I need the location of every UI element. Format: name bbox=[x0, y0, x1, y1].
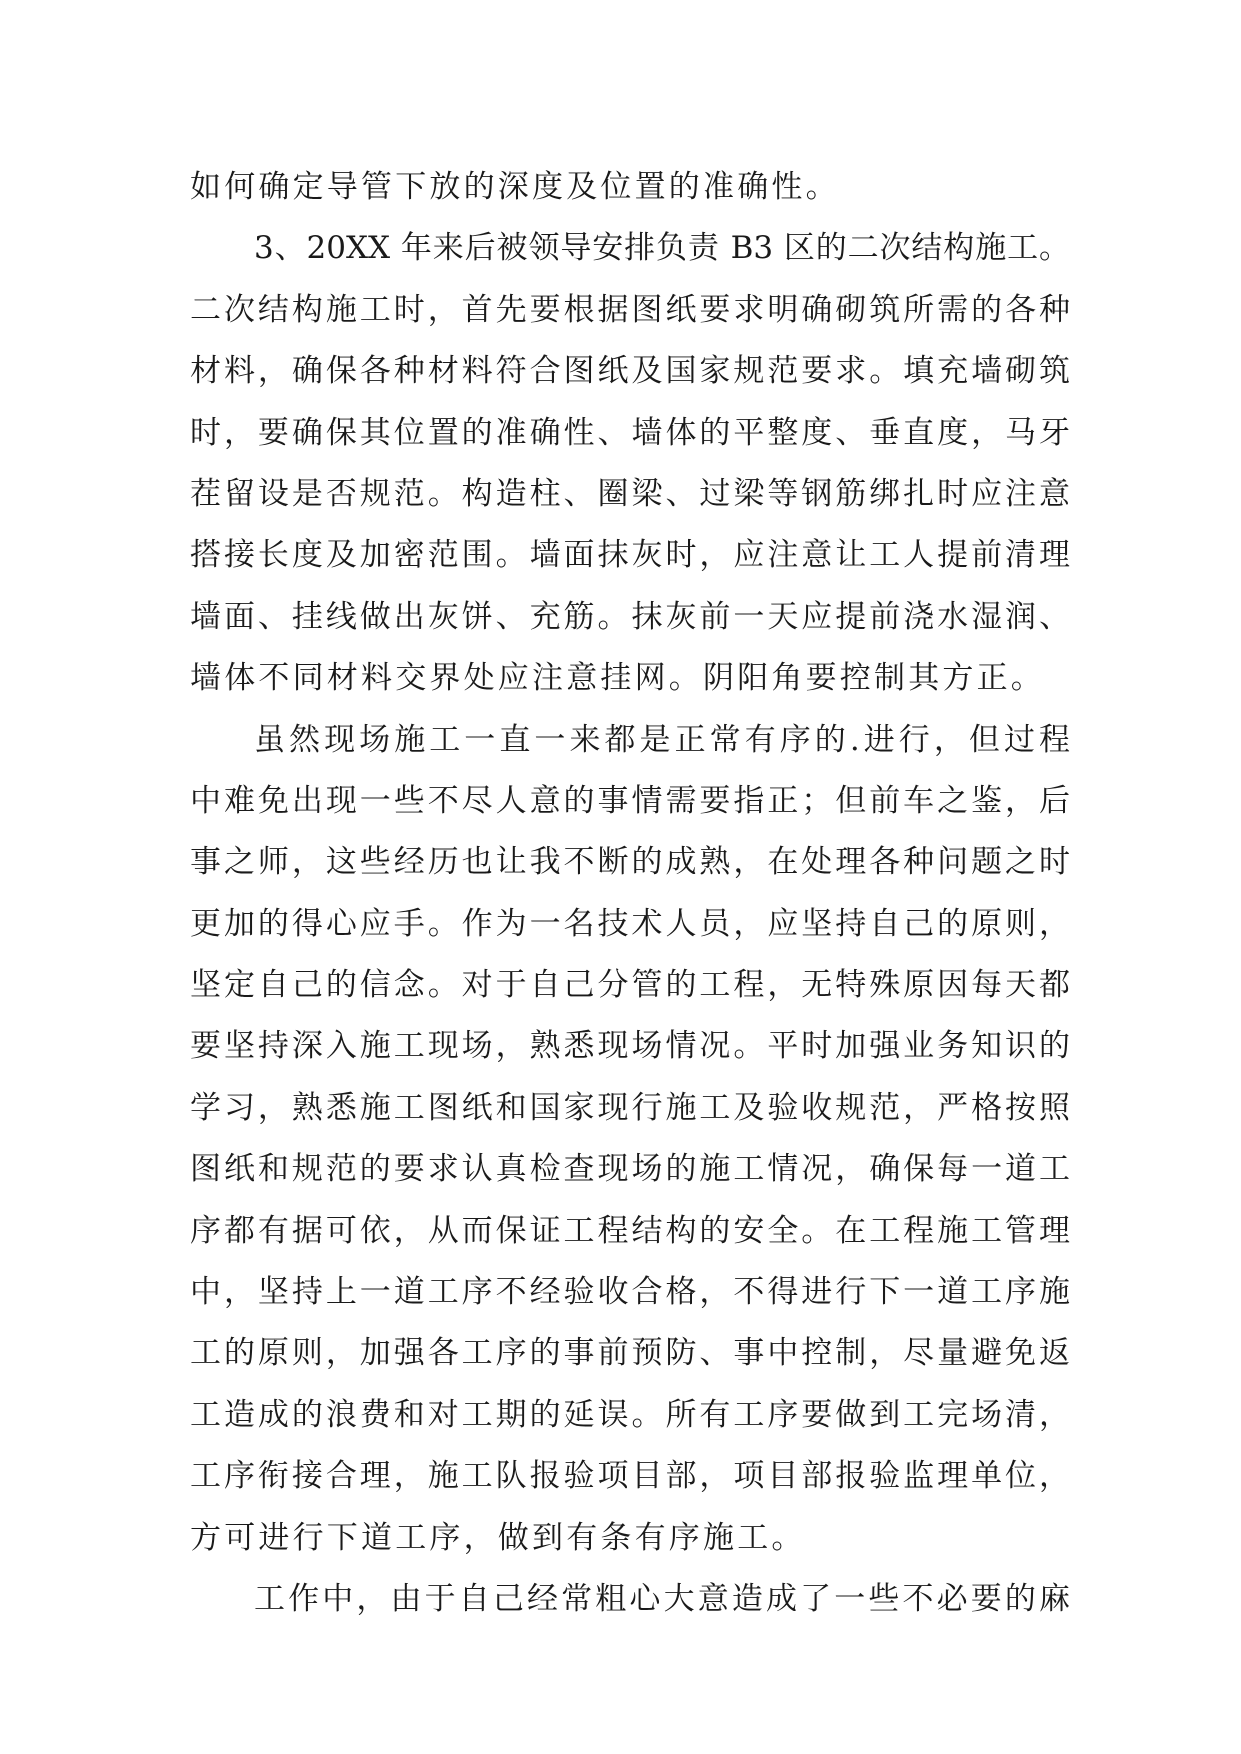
text-line: 图纸和规范的要求认真检查现场的施工情况，确保每一道工 bbox=[190, 1151, 1070, 1188]
text-line: 中难免出现一些不尽人意的事情需要指正；但前车之鉴，后 bbox=[190, 782, 1070, 819]
text-line: 中，坚持上一道工序不经验收合格，不得进行下一道工序施 bbox=[190, 1274, 1070, 1311]
text-line: 更加的得心应手。作为一名技术人员，应坚持自己的原则， bbox=[190, 905, 1070, 942]
text-line: 如何确定导管下放的深度及位置的准确性。 bbox=[190, 169, 840, 205]
text-line: 序都有据可依，从而保证工程结构的安全。在工程施工管理 bbox=[190, 1212, 1070, 1249]
text-line: 时，要确保其位置的准确性、墙体的平整度、垂直度，马牙 bbox=[190, 414, 1070, 451]
text-line: 材料，确保各种材料符合图纸及国家规范要求。填充墙砌筑 bbox=[190, 353, 1070, 390]
paragraph-start-line: 3、20XX 年来后被领导安排负责 B3 区的二次结构施工。 bbox=[254, 230, 1070, 267]
text-line: 茬留设是否规范。构造柱、圈梁、过梁等钢筋绑扎时应注意 bbox=[190, 475, 1070, 512]
text-line: 工造成的浪费和对工期的延误。所有工序要做到工完场清， bbox=[190, 1396, 1070, 1433]
text-line: 坚定自己的信念。对于自己分管的工程，无特殊原因每天都 bbox=[190, 967, 1070, 1004]
text-line: 工的原则，加强各工序的事前预防、事中控制，尽量避免返 bbox=[190, 1335, 1070, 1372]
text-line: 事之师，这些经历也让我不断的成熟，在处理各种问题之时 bbox=[190, 844, 1070, 881]
text-line: 墙面、挂线做出灰饼、充筋。抹灰前一天应提前浇水湿润、 bbox=[190, 598, 1070, 635]
paragraph-start-line: 虽然现场施工一直一来都是正常有序的.进行，但过程 bbox=[254, 721, 1070, 758]
document-body bbox=[190, 157, 1070, 1630]
text-line: 搭接长度及加密范围。墙面抹灰时，应注意让工人提前清理 bbox=[190, 537, 1070, 574]
paragraph-start-line: 工作中，由于自己经常粗心大意造成了一些不必要的麻 bbox=[254, 1580, 1070, 1617]
text-line: 二次结构施工时，首先要根据图纸要求明确砌筑所需的各种 bbox=[190, 291, 1070, 328]
text-line: 要坚持深入施工现场，熟悉现场情况。平时加强业务知识的 bbox=[190, 1028, 1070, 1065]
text-line: 学习，熟悉施工图纸和国家现行施工及验收规范，严格按照 bbox=[190, 1089, 1070, 1126]
text-line: 工序衔接合理，施工队报验项目部，项目部报验监理单位， bbox=[190, 1458, 1070, 1495]
text-line: 墙体不同材料交界处应注意挂网。阴阳角要控制其方正。 bbox=[190, 660, 1045, 697]
text-line: 方可进行下道工序，做到有条有序施工。 bbox=[190, 1519, 806, 1556]
